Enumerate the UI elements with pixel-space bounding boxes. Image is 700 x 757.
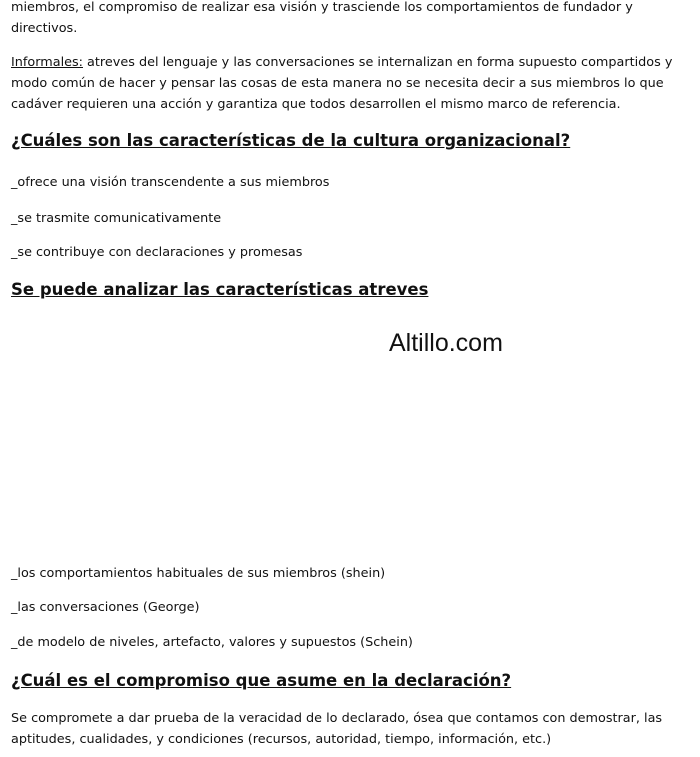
informales-text: atreves del lenguaje y las conversaciones se internalizan en forma supuesto compartidos y modo común de hacer y pensar las cosas de esta manera no se necesita decir a sus miembros lo que cadáver requieren una acción y garantiza que todos desarrollen el mismo marco de referencia. — [11, 55, 673, 112]
list-item: _ofrece una visión transcendente a sus miembros — [11, 175, 330, 190]
heading-caracteristicas: ¿Cuáles son las características de la cultura organizacional? — [11, 131, 571, 150]
watermark: Altillo.com — [389, 329, 503, 357]
list-item: _se trasmite comunicativamente — [11, 211, 222, 226]
heading-compromiso: ¿Cuál es el compromiso que asume en la declaración? — [11, 671, 512, 690]
intro-paragraph: miembros, el compromiso de realizar esa visión y trasciende los comportamientos de fundador y directivos. — [11, 0, 633, 36]
list-item: _se contribuye con declaraciones y promesas — [11, 245, 303, 260]
list-item: _de modelo de niveles, artefacto, valores y supuestos (Schein) — [11, 635, 413, 650]
informales-label: Informales: — [11, 55, 83, 70]
compromiso-paragraph: Se compromete a dar prueba de la veracidad de lo declarado, ósea que contamos con demostrar, las aptitudes, cualidades, y condiciones (recursos, autoridad, tiempo, información, etc.) — [11, 711, 663, 747]
list-item: _los comportamientos habituales de sus miembros (shein) — [11, 566, 386, 581]
informales-paragraph — [11, 52, 695, 115]
list-item: _las conversaciones (George) — [11, 600, 200, 615]
heading-analizar: Se puede analizar las características atreves — [11, 280, 429, 299]
